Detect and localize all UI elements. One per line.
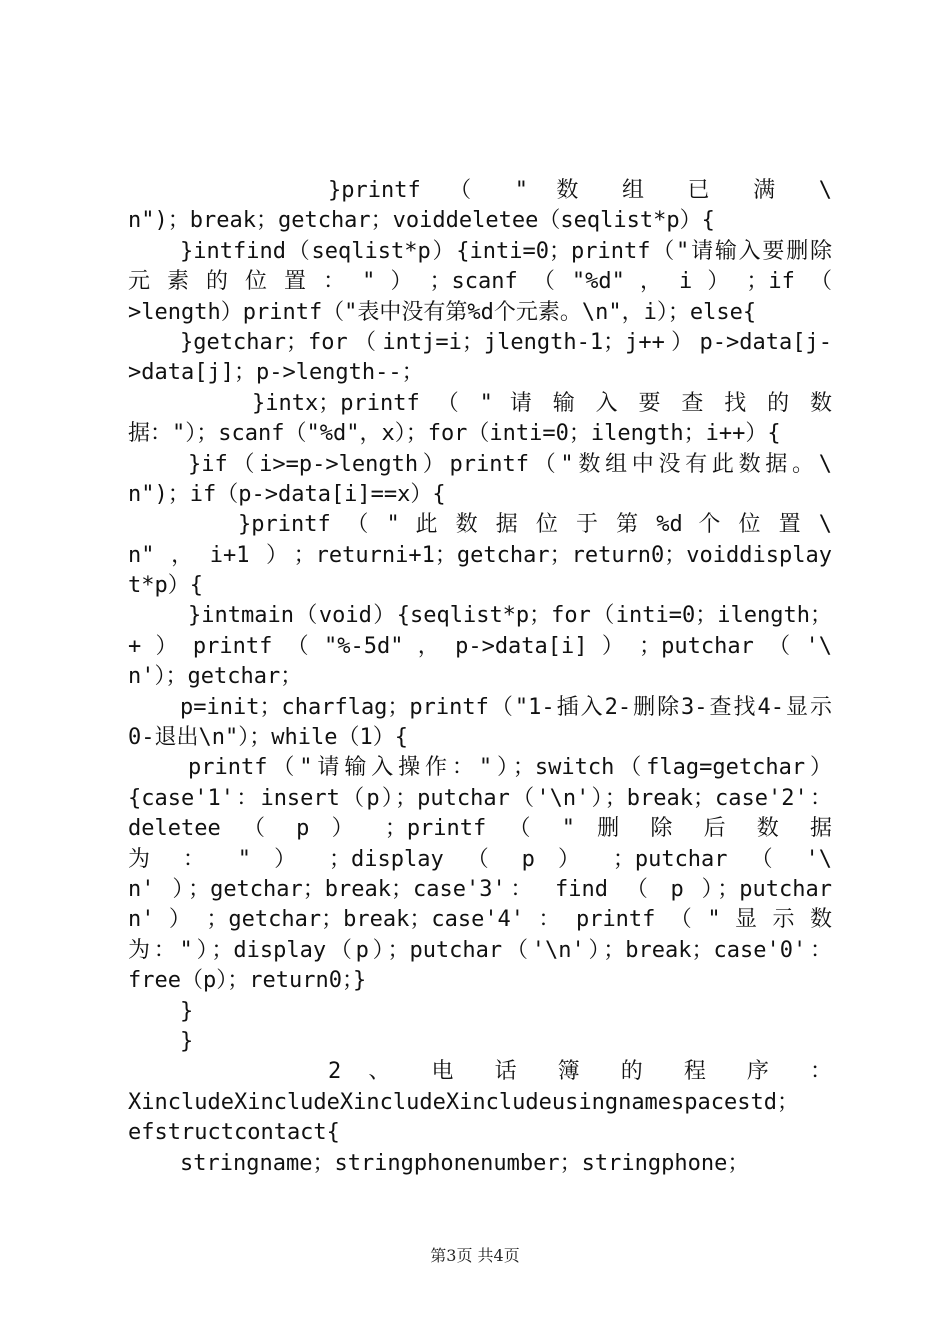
code-line: }intx；printf （ " 请 输 入 要 查 找 的 数	[252, 390, 832, 416]
code-line: }intmain（void）{seqlist*p；for（inti=0；ilength；	[188, 603, 832, 629]
code-line: }if（i>=p->length）printf（"数组中没有此数据。\	[188, 451, 832, 477]
code-line: free（p）；return0；}	[128, 968, 367, 994]
code-line: {case'1'：insert（p）；putchar（'\n'）；break；case'2'：	[128, 785, 832, 811]
code-line: printf（"请输入操作："）；switch（flag=getchar）	[188, 755, 832, 781]
code-line: + ） printf （ "%-5d" ， p->data[i] ） ；putchar （ '\	[128, 633, 832, 659]
code-line: }printf （ " 数 组 已 满 \	[328, 178, 832, 203]
code-line: }	[180, 1028, 194, 1054]
code-line: }getchar；for（intj=i；jlength-1；j++）p->data[j-	[180, 329, 832, 355]
page-number: 第3页 共4页	[430, 1246, 520, 1265]
code-line: 为 ： " ） ；display （ p ） ；putchar （ '\	[128, 846, 832, 872]
code-line: 据："）；scanf（"%d"，x）；for（inti=0；ilength；i++）{	[128, 421, 781, 447]
code-line: t*p）{	[128, 573, 203, 599]
code-line: 0-退出\n"）；while（1）{	[128, 725, 408, 751]
code-line: }	[180, 998, 194, 1024]
code-line: n'）；getchar；	[128, 664, 303, 690]
page-footer	[0, 1243, 950, 1266]
code-line: 元 素 的 位 置 ： " ） ；scanf （ "%d" ， i ） ；if （	[128, 269, 832, 295]
code-line: n' ） ；getchar；break；case'4' ： printf （ " 显 示 数	[128, 907, 832, 933]
code-line: stringname；stringphonenumber；stringphone；	[180, 1150, 750, 1176]
code-line: 2 、 电 话 簿 的 程 序 ：	[328, 1059, 832, 1085]
code-line: >length）printf（"表中没有第%d个元素。\n"，i）；else{	[128, 299, 757, 325]
document-body	[128, 176, 832, 1179]
code-line: efstructcontact{	[128, 1120, 340, 1146]
code-line: n")；if（p->data[i]==x）{	[128, 481, 446, 507]
code-line: 为："）；display（p）；putchar（'\n'）；break；case'0'：	[128, 937, 832, 963]
code-line: >data[j]；p->length--；	[128, 360, 424, 386]
code-line: }printf （ " 此 数 据 位 于 第 %d 个 位 置 \	[238, 512, 832, 538]
code-line: p=init；charflag；printf（"1-插入2-删除3-查找4-显示	[180, 694, 832, 720]
code-line: n"，i+1）；returni+1；getchar；return0；voiddisplay	[128, 542, 832, 568]
code-line: XincludeXincludeXincludeXincludeusingnamespacestd；	[128, 1089, 800, 1115]
code-line: n")；break；getchar；voiddeletee（seqlist*p）{	[128, 208, 715, 234]
code-line: }intfind（seqlist*p）{inti=0；printf（"请输入要删除	[180, 238, 832, 264]
code-line: deletee （ p ） ；printf （ " 删 除 后 数 据	[128, 816, 832, 842]
code-line: n' ）；getchar；break；case'3'： find （ p ）；putchar	[128, 876, 832, 902]
